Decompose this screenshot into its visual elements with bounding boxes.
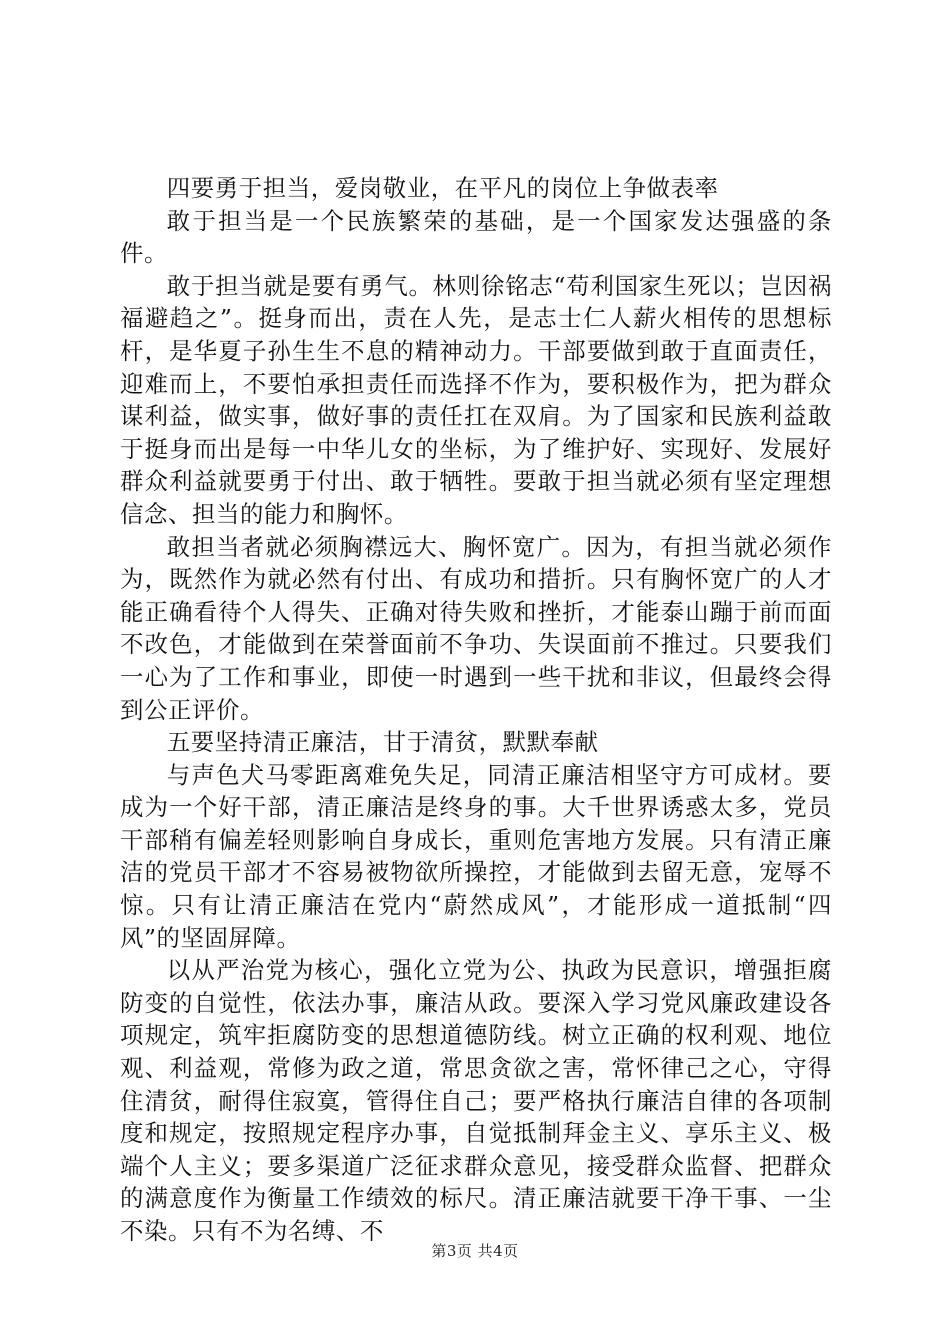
- body-paragraph: 以从严治党为核心，强化立党为公、执政为民意识，增强拒腐防变的自觉性，依法办事，廉洁从政。要深入学习党风廉政建设各项规定，筑牢拒腐防变的思想道德防线。树立正确的权利观、地位观、利益观，常修为政之道，常思贪欲之害，常怀律己之心，守得住清贫，耐得住寂寞，管得住自己；要严格执行廉洁自律的各项制度和规定，按照规定程序办事，自觉抵制拜金主义、享乐主义、极端个人主义；要多渠道广泛征求群众意见，接受群众监督、把群众的满意度作为衡量工作绩效的标尺。清正廉洁就要干净干事、一尘不染。只有不为名缚、不: [120, 956, 832, 1245]
- body-paragraph: 敢担当者就必须胸襟远大、胸怀宽广。因为，有担当就必须作为，既然作为就必然有付出、有成功和措折。只有胸怀宽广的人才能正确看待个人得失、正确对待失败和挫折，才能泰山蹦于前而面不改色，才能做到在荣誉面前不争功、失误面前不推过。只要我们一心为了工作和事业，即使一时遇到一些干扰和非议，但最终会得到公正评价。: [120, 532, 832, 724]
- page-number-footer: 第3页 共4页: [431, 1242, 519, 1260]
- body-paragraph: 敢于担当就是要有勇气。林则徐铭志“苟利国家生死以；岂因祸福避趋之”。挺身而出，责在人先，是志士仁人薪火相传的思想标杆，是华夏子孙生生不息的精神动力。干部要做到敢于直面责任，迎难而上，不要怕承担责任而选择不作为，要积极作为，把为群众谋利益，做实事，做好事的责任扛在双肩。为了国家和民族利益敢于挺身而出是每一中华儿女的坐标，为了维护好、实现好、发展好群众利益就要勇于付出、敢于牺牲。要敢于担当就必须有坚定理想信念、担当的能力和胸怀。: [120, 271, 832, 528]
- body-paragraph: 敢于担当是一个民族繁荣的基础，是一个国家发达强盛的条件。: [120, 206, 832, 268]
- document-body: [120, 172, 832, 1248]
- section-heading-four: 四要勇于担当，爱岗敬业，在平凡的岗位上争做表率: [166, 174, 719, 202]
- section-heading-five: 五要坚持清正廉洁，甘于清贫，默默奉献: [166, 728, 599, 757]
- body-paragraph: 与声色犬马零距离难免失足，同清正廉洁相坚守方可成材。要成为一个好干部，清正廉洁是终身的事。大千世界诱惑太多，党员干部稍有偏差轻则影响自身成长，重则危害地方发展。只有清正廉洁的党员干部才不容易被物欲所操控，才能做到去留无意，宠辱不惊。只有让清正廉洁在党内“蔚然成风”，才能形成一道抵制“四风”的坚固屏障。: [120, 760, 832, 952]
